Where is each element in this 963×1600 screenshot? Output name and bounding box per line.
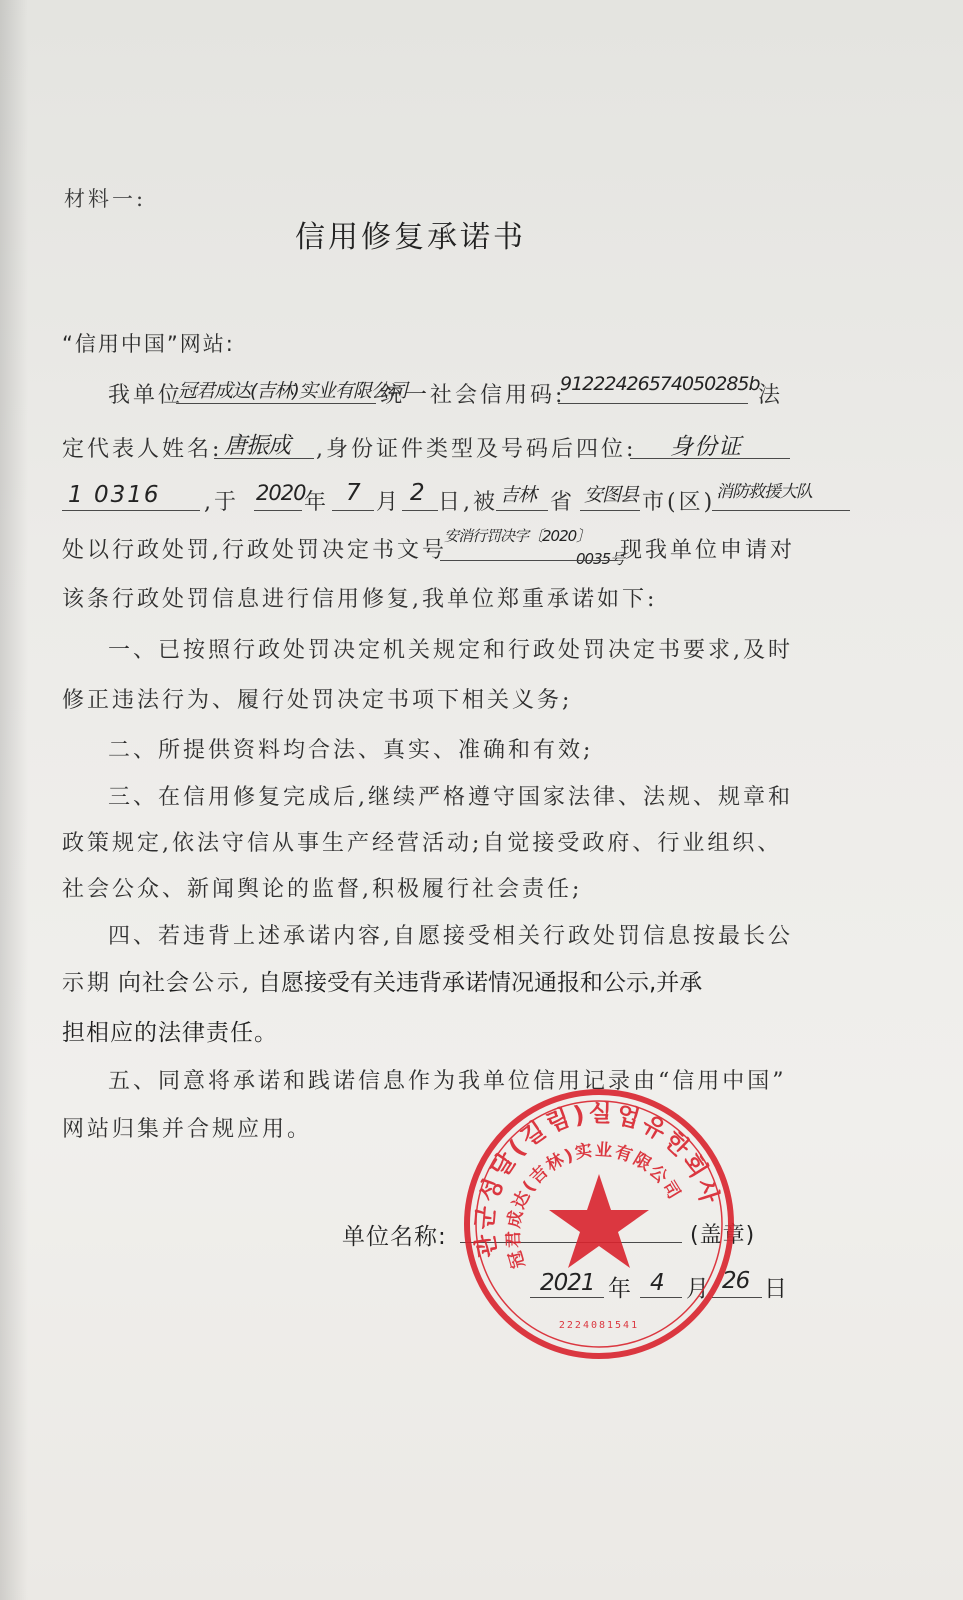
item-2: 二、所提供资料均合法、真实、准确和有效; xyxy=(108,738,594,763)
month-filled: 7 xyxy=(346,480,360,506)
para1-text: 年 xyxy=(304,490,330,515)
city-filled: 安图县 xyxy=(584,484,639,506)
item-1: 修正违法行为、履行处罚决定书项下相关义务; xyxy=(62,688,573,713)
para1-text: ,身份证件类型及号码后四位: xyxy=(316,437,637,462)
page-title: 信用修复承诺书 xyxy=(295,220,526,255)
sign-year-filled: 2021 xyxy=(540,1270,595,1296)
year-underline xyxy=(254,510,302,511)
sign-day-filled: 26 xyxy=(722,1268,750,1294)
para1-text: 该条行政处罚信息进行信用修复,我单位郑重承诺如下: xyxy=(62,587,658,612)
material-label: 材料一: xyxy=(64,187,147,211)
decision-no-filled-2: 0035号 xyxy=(576,550,625,568)
item-4: 自愿接受有关违背承诺情况通报和公示,并承 xyxy=(258,970,703,996)
seal-inner-text: 冠君成达(吉林)实业有限公司 xyxy=(503,1140,685,1271)
seal-star-icon xyxy=(549,1174,649,1268)
day-filled: 2 xyxy=(410,480,424,506)
rep-name-underline xyxy=(214,458,314,459)
province-underline xyxy=(496,510,548,511)
item-3: 三、在信用修复完成后,继续严格遵守国家法律、法规、规章和 xyxy=(108,785,793,810)
rep-name-filled: 唐振成 xyxy=(224,433,290,459)
sign-month-filled: 4 xyxy=(650,1270,664,1296)
city-underline xyxy=(580,510,640,511)
company-name-filled: 冠君成达(吉林)实业有限公司 xyxy=(178,380,407,402)
item-5: 五、同意将承诺和践诺信息作为我单位信用记录由“信用中国” xyxy=(108,1069,787,1094)
item-3: 社会公众、新闻舆论的监督,积极履行社会责任; xyxy=(62,877,583,902)
para1-text: 我单位 xyxy=(108,383,184,408)
para1-text: 省 xyxy=(550,490,576,515)
para1-text: 处以行政处罚,行政处罚决定书文号 xyxy=(62,538,447,563)
para1-text: 月 xyxy=(376,490,402,515)
para1-text: 法 xyxy=(758,383,784,408)
agency-underline xyxy=(712,510,850,511)
item-1: 一、已按照行政处罚决定机关规定和行政处罚决定书要求,及时 xyxy=(108,638,793,663)
company-underline xyxy=(176,403,376,404)
year-filled: 2020 xyxy=(256,481,306,505)
page-shadow xyxy=(0,0,28,1600)
addressee: “信用中国”网站: xyxy=(62,332,235,356)
seal-number: 2224081541 xyxy=(558,1320,640,1331)
sign-year-unit: 年 xyxy=(608,1276,634,1302)
item-4: 担相应的法律责任。 xyxy=(62,1020,278,1046)
id-last4-underline xyxy=(62,510,200,511)
company-seal xyxy=(461,1086,737,1362)
province-filled: 吉林 xyxy=(500,484,537,506)
id-type-filled: 身份证 xyxy=(670,434,742,460)
para1-text: 定代表人姓名: xyxy=(62,437,223,462)
unit-name-label: 单位名称: xyxy=(342,1224,447,1250)
month-underline xyxy=(332,510,374,511)
seal-note: (盖章) xyxy=(690,1223,756,1248)
item-4: 公示, xyxy=(192,971,252,996)
credit-code-filled: 91222426574050285b xyxy=(560,373,760,395)
para1-text: ,于 xyxy=(204,490,239,515)
item-4: 四、若违背上述承诺内容,自愿接受相关行政处罚信息按最长公 xyxy=(108,924,793,949)
para1-text: 市(区) xyxy=(642,490,716,515)
para1-text: 现我单位申请对 xyxy=(620,538,796,563)
decision-no-filled: 安消行罚决字〔2020〕 xyxy=(444,527,591,545)
decision-no-underline xyxy=(440,560,618,561)
item-4: 示期 xyxy=(62,971,113,996)
day-underline xyxy=(402,510,438,511)
para1-text: 统一社会信用码: xyxy=(380,383,566,408)
agency-filled: 消防救援大队 xyxy=(716,482,812,502)
id-type-underline xyxy=(630,458,790,459)
item-4: 向社会 xyxy=(118,970,190,996)
seal-outer-text: 관군성달(길림)실업유한회사 xyxy=(470,1098,725,1260)
item-5: 网站归集并合规应用。 xyxy=(62,1117,313,1142)
sign-day-unit: 日 xyxy=(764,1276,790,1302)
item-3: 政策规定,依法守信从事生产经营活动;自觉接受政府、行业组织、 xyxy=(62,831,783,856)
para1-text: 日,被 xyxy=(438,490,498,515)
credit-code-underline xyxy=(558,403,748,404)
sign-month-unit: 月 xyxy=(686,1276,712,1302)
id-last4-filled: 1 0316 xyxy=(68,482,161,508)
